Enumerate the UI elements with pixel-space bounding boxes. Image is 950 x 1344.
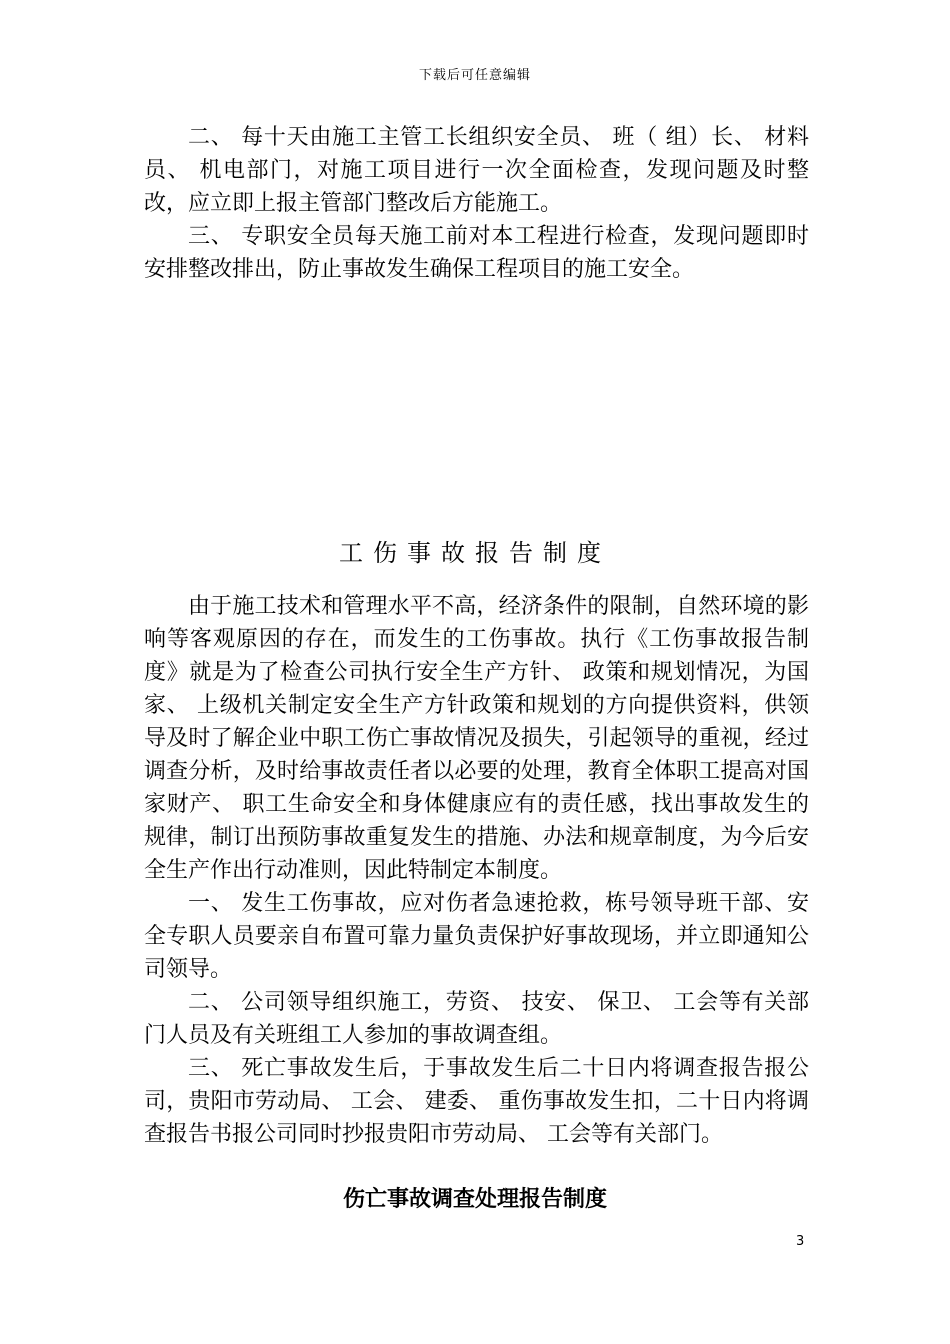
paragraph: 三、 专职安全员每天施工前对本工程进行检查，发现问题即时安排整改排出，防止事故发生确保工程项目的施工安全。 <box>144 224 809 282</box>
section-title: 工伤事故报告制度 <box>339 539 611 567</box>
section-body <box>144 590 809 1151</box>
page-header: 下载后可任意编辑 <box>418 68 531 83</box>
next-section-title: 伤亡事故调查处理报告制度 <box>342 1187 607 1212</box>
top-section <box>144 121 809 286</box>
page-number: 3 <box>796 1234 805 1249</box>
paragraph: 一、 发生工伤事故，应对伤者急速抢救，栋号领导班干部、安全专职人员要亲自布置可靠力量负责保护好事故现场，并立即通知公司领导。 <box>144 891 809 982</box>
paragraph: 二、 公司领导组织施工，劳资、 技安、 保卫、 工会等有关部门人员及有关班组工人参加的事故调查组。 <box>144 990 809 1048</box>
paragraph: 由于施工技术和管理水平不高，经济条件的限制，自然环境的影响等客观原因的存在，而发生的工伤事故。执行《工伤事故报告制度》就是为了检查公司执行安全生产方针、 政策和规划情况，为国家、 上级机关制定安全生产方针政策和规划的方向提供资料，供领导及时了解企业中职工伤亡事故情况及损失，引起领导的重视，经过调查分析，及时给事故责任者以必要的处理，教育全体职工提高对国家财产、 职工生命安全和身体健康应有的责任感，找出事故发生的规律，制订出预防事故重复发生的措施、办法和规章制度，为今后安全生产作出行动准则，因此特制定本制度。 <box>144 594 809 883</box>
paragraph: 三、 死亡事故发生后，于事故发生后二十日内将调查报告报公司，贵阳市劳动局、 工会、 建委、 重伤事故发生扣，二十日内将调查报告书报公司同时抄报贵阳市劳动局、 工会等有关部门。 <box>144 1056 809 1147</box>
paragraph: 二、 每十天由施工主管工长组织安全员、 班（ 组）长、 材料员、 机电部门，对施工项目进行一次全面检查，发现问题及时整改，应立即上报主管部门整改后方能施工。 <box>144 125 809 216</box>
